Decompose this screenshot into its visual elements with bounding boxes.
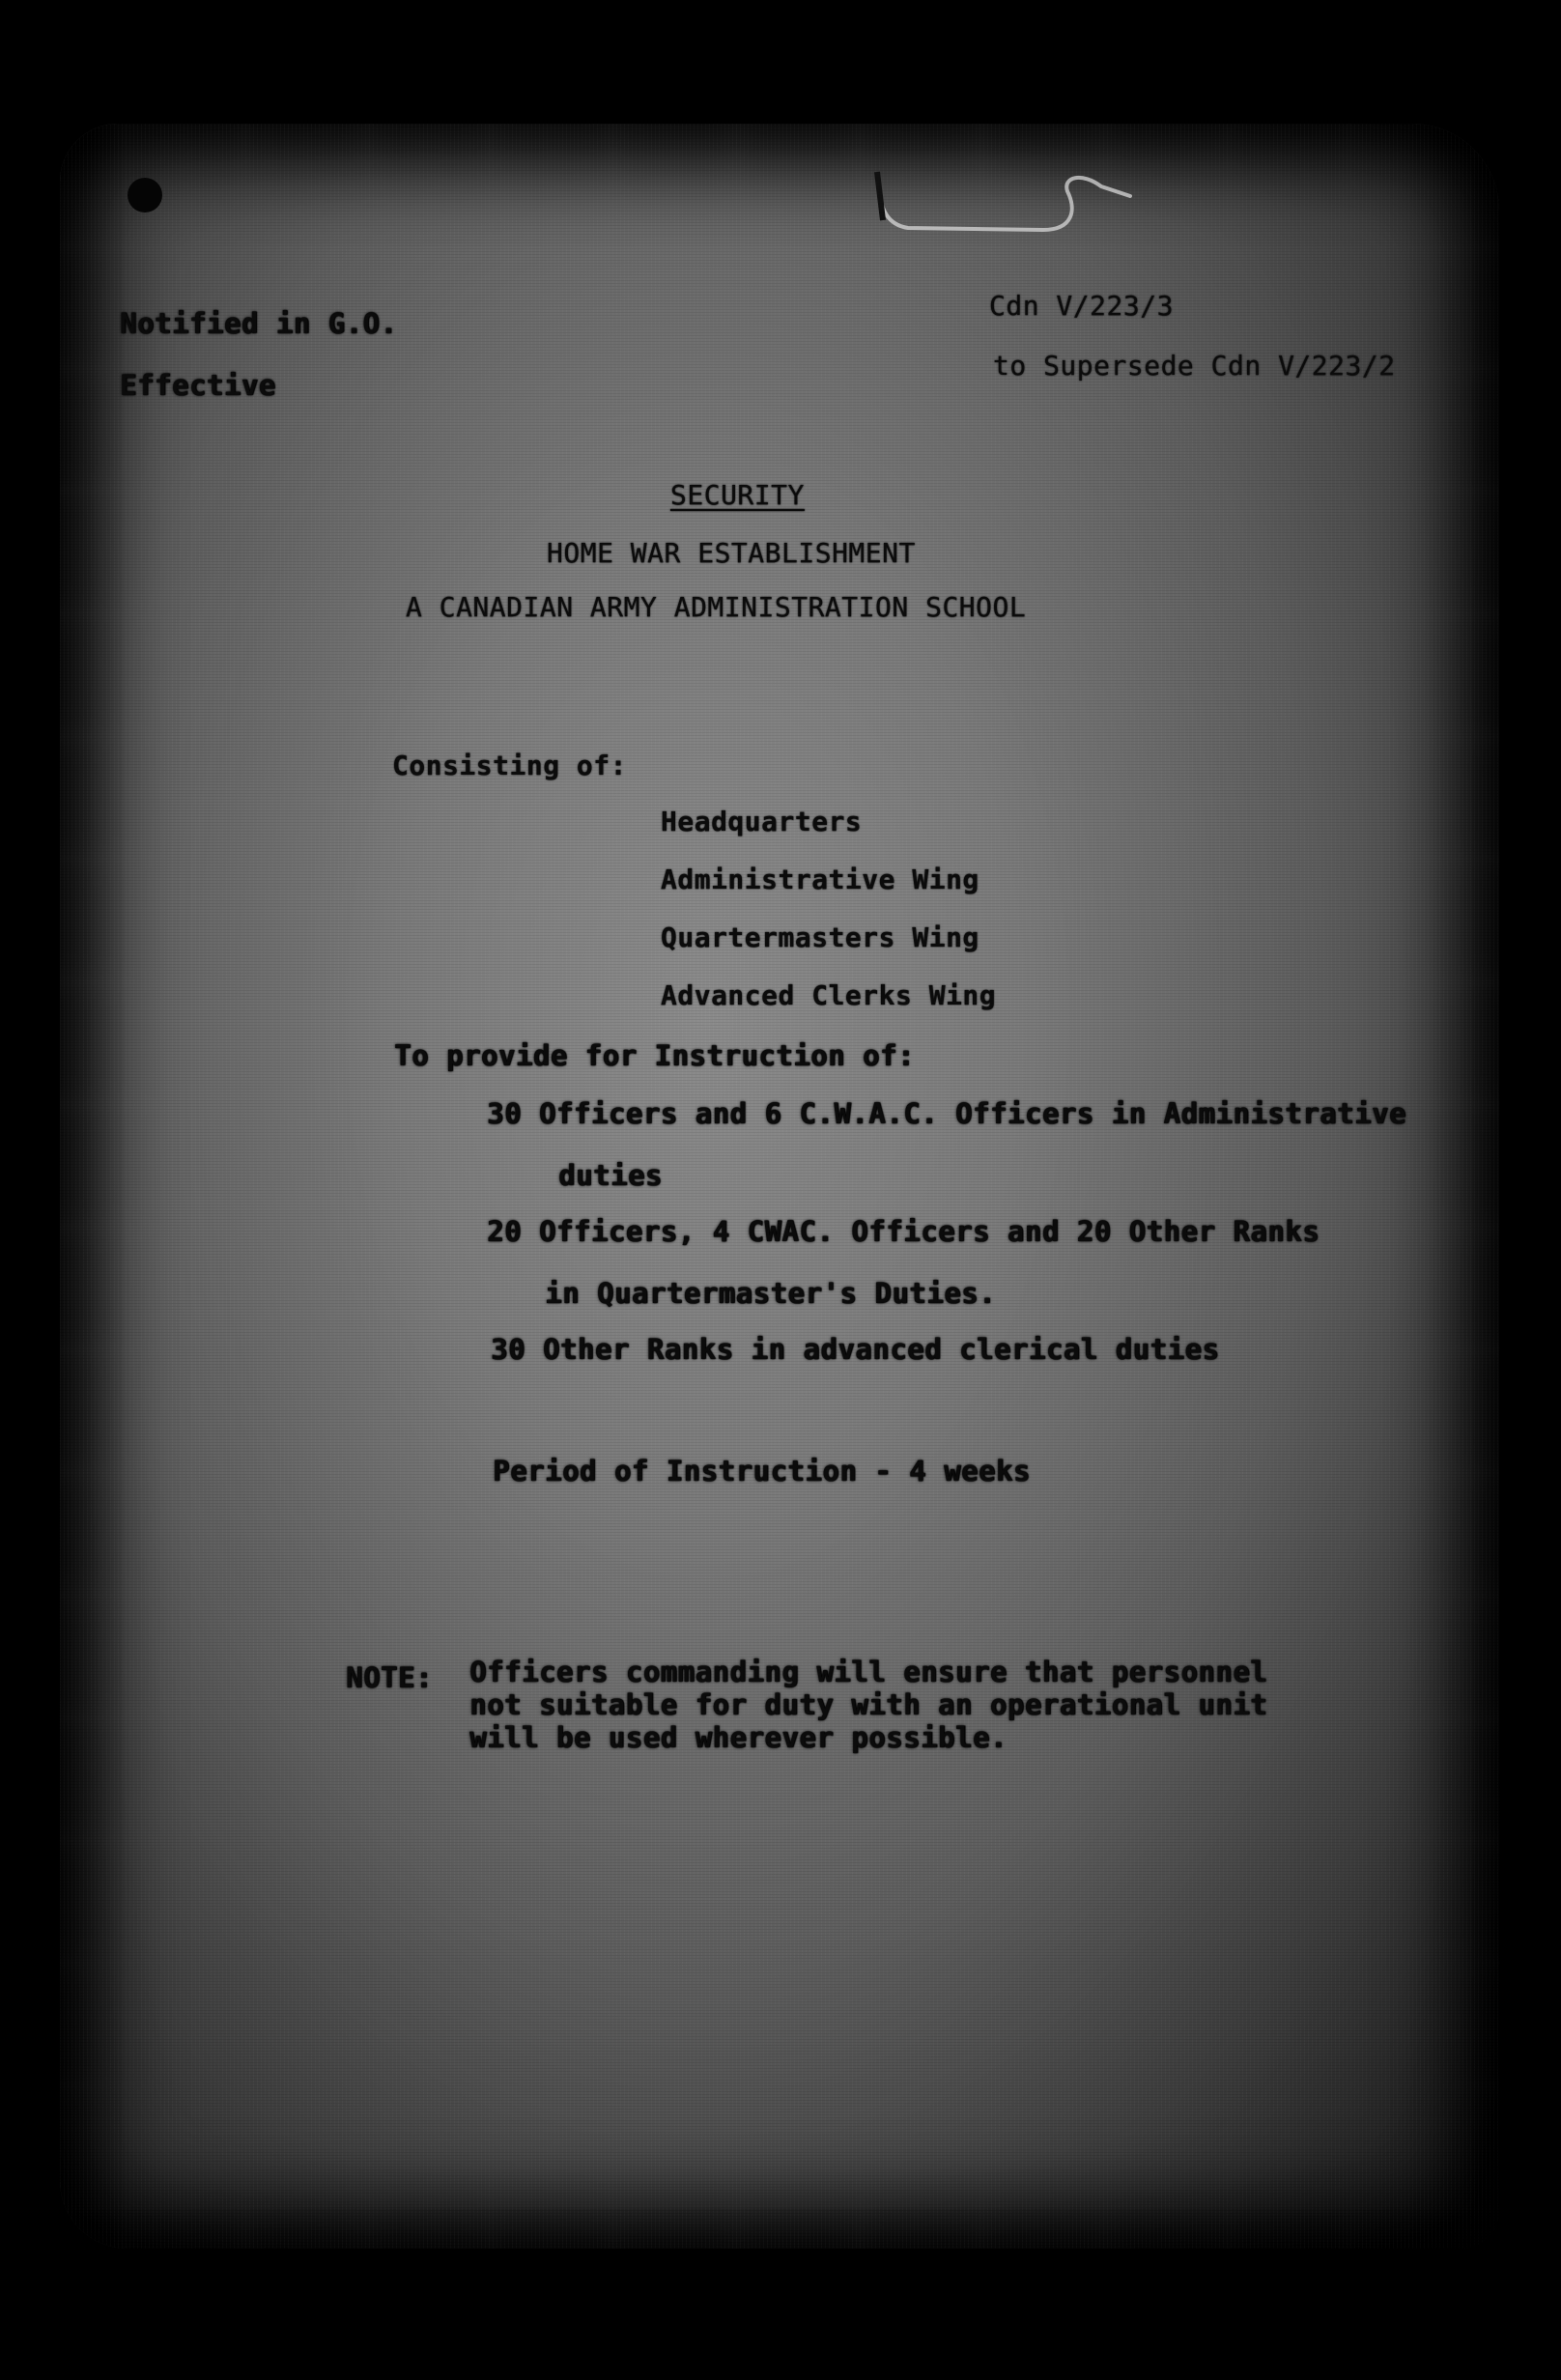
list-item: Advanced Clerks Wing [661, 979, 997, 1011]
instruction-line: in Quartermaster's Duties. [545, 1277, 996, 1310]
notified-in-go: Notified in G.O. [120, 307, 398, 340]
note-line: will be used wherever possible. [469, 1721, 1008, 1754]
instruction-line: duties [558, 1159, 663, 1192]
establishment-title: HOME WAR ESTABLISHMENT [547, 537, 916, 569]
pencil-mark [850, 153, 1140, 240]
paper-sheet [60, 124, 1499, 2249]
instruction-line: 20 Officers, 4 CWAC. Officers and 20 Other Ranks [487, 1215, 1320, 1248]
list-item: Quartermasters Wing [661, 921, 979, 953]
list-item: Administrative Wing [661, 864, 979, 895]
consisting-of-label: Consisting of: [392, 750, 628, 781]
note-label: NOTE: [346, 1661, 433, 1694]
security-classification: SECURITY [670, 479, 805, 511]
list-item: Headquarters [661, 806, 863, 837]
paper-grain [60, 124, 1499, 2249]
note-line: Officers commanding will ensure that personnel [469, 1656, 1268, 1688]
note-line: not suitable for duty with an operational unit [469, 1688, 1268, 1721]
instruction-intro: To provide for Instruction of: [394, 1039, 915, 1072]
instruction-line: 30 Other Ranks in advanced clerical duties [491, 1333, 1220, 1366]
effective-label: Effective [120, 369, 276, 402]
supersedes-line: to Supersede Cdn V/223/2 [993, 350, 1396, 382]
instruction-period: Period of Instruction - 4 weeks [493, 1455, 1031, 1488]
instruction-line: 30 Officers and 6 C.W.A.C. Officers in Administrative [487, 1097, 1406, 1130]
reference-number: Cdn V/223/3 [989, 290, 1174, 322]
punch-hole [128, 178, 162, 212]
unit-title: A CANADIAN ARMY ADMINISTRATION SCHOOL [406, 591, 1027, 623]
